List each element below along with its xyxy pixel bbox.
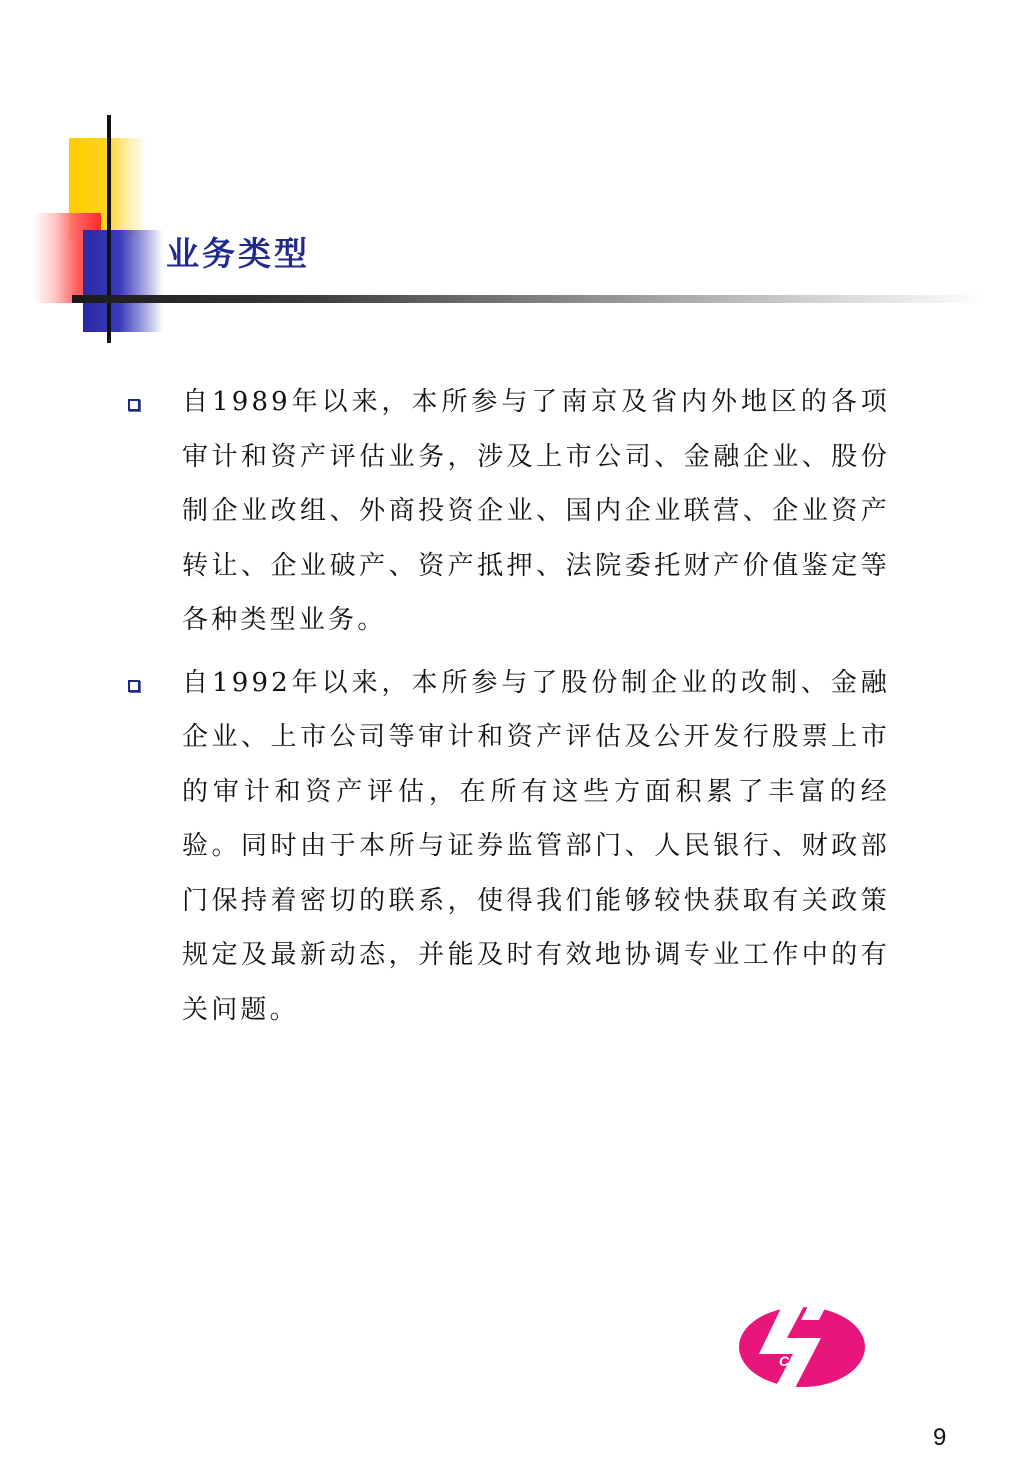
header-decoration-vertical-line bbox=[107, 115, 111, 343]
square-bullet-icon bbox=[128, 680, 140, 692]
page-number: 9 bbox=[933, 1424, 947, 1451]
cpa-logo bbox=[735, 1300, 869, 1392]
bullet-item-1992 bbox=[120, 656, 890, 1038]
bullet-item-1989 bbox=[120, 375, 890, 648]
page-title: 业务类型 bbox=[166, 234, 310, 273]
square-bullet-icon bbox=[128, 399, 140, 411]
header-decoration-horizontal-rule bbox=[72, 295, 987, 303]
header-decoration-blue-block bbox=[83, 230, 163, 332]
bullet-text: 自1992年以来，本所参与了股份制企业的改制、金融企业、上市公司等审计和资产评估及公开发行股票上市的审计和资产评估，在所有这些方面积累了丰富的经验。同时由于本所与证券监管部门、人民银行、财政部门保持着密切的联系，使得我们能够较快获取有关政策规定及最新动态，并能及时有效地协调专业工作中的有关问题。 bbox=[182, 667, 890, 1025]
bullet-list bbox=[120, 375, 890, 1045]
bullet-text: 自1989年以来，本所参与了南京及省内外地区的各项审计和资产评估业务，涉及上市公司、金融企业、股份制企业改组、外商投资企业、国内企业联营、企业资产转让、企业破产、资产抵押、法院委托财产价值鉴定等各种类型业务。 bbox=[182, 387, 890, 635]
cpa-logo-icon bbox=[735, 1300, 869, 1392]
logo-text: CPA bbox=[779, 1353, 808, 1369]
